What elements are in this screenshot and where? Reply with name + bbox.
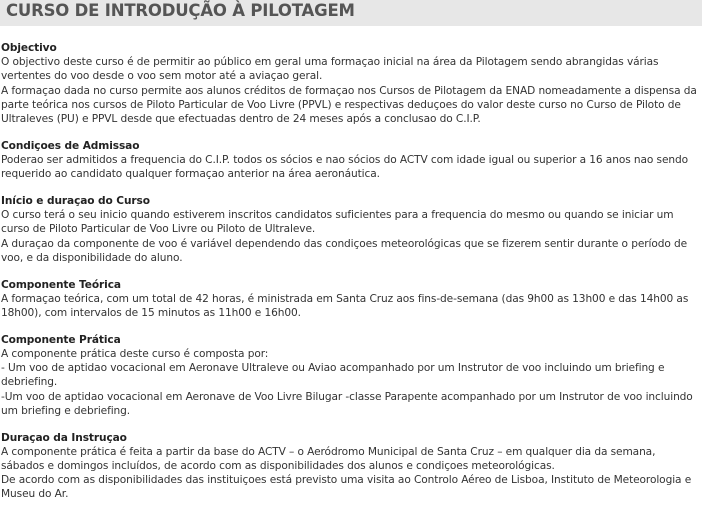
paragraph: -Um voo de aptidao vocacional em Aeronave de Voo Livre Bilugar -classe Parapente acompanhado por um Instrutor de voo incluindo um briefing e debriefing.	[1, 390, 693, 417]
content	[1, 41, 698, 514]
section-condicoes-admissao	[1, 139, 698, 182]
paragraph: O objectivo deste curso é de permitir ao público em geral uma formaçao inicial na área da Pilotagem sendo abrangidas várias vertentes do voo desde o voo sem motor até a aviaçao geral.	[1, 56, 659, 83]
section-inicio-duracao	[1, 194, 698, 265]
section-componente-teorica	[1, 278, 698, 321]
paragraph: A formaçao dada no curso permite aos alunos créditos de formaçao nos Cursos de Pilotagem da ENAD nomeadamente a dispensa da parte teórica nos cursos de Piloto Particular de Voo Livre (PPVL) e respectivas deduçoes do valor deste curso no Curso de Piloto de Ultraleves (PU) e PPVL desde que efectuadas dentro de 24 meses após a conclusao do C.I.P.	[1, 84, 697, 126]
page-title: CURSO DE INTRODUÇÃO À PILOTAGEM	[6, 1, 355, 20]
section-heading: Condiçoes de Admissao	[1, 139, 140, 152]
paragraph: A duraçao da componente de voo é variável dependendo das condiçoes meteorológicas que se fizerem sentir durante o período de voo, e da disponibilidade do aluno.	[1, 237, 688, 264]
paragraph: - Um voo de aptidao vocacional em Aeronave Ultraleve ou Aviao acompanhado por um Instrutor de voo incluindo um briefing e debriefing.	[1, 362, 665, 389]
section-heading: Componente Teórica	[1, 278, 121, 291]
section-heading: Componente Prática	[1, 333, 121, 346]
paragraph: O curso terá o seu inicio quando estiverem inscritos candidatos suficientes para a frequencia do mesmo ou quando se iniciar um curso de Piloto Particular de Voo Livre ou Piloto de Ultraleve.	[1, 209, 674, 236]
section-heading: Objectivo	[1, 42, 57, 54]
paragraph: A formaçao teórica, com um total de 42 horas, é ministrada em Santa Cruz aos fins-de-semana (das 9h00 as 13h00 e das 14h00 as 18h00), com intervalos de 15 minutos as 11h00 e 16h00.	[1, 292, 689, 320]
title-bar	[0, 0, 702, 26]
section-componente-pratica	[1, 333, 698, 418]
section-heading: Início e duraçao do Curso	[1, 195, 150, 208]
section-duracao-instrucao	[1, 431, 698, 502]
section-objectivo	[1, 41, 698, 126]
paragraph: A componente prática deste curso é composta por:	[1, 348, 269, 361]
paragraph: De acordo com as disponibilidades das instituiçoes está previsto uma visita ao Controlo Aéreo de Lisboa, Instituto de Meteorologia e Museu do Ar.	[1, 474, 692, 501]
section-heading: Duraçao da Instruçao	[1, 431, 127, 444]
paragraph: Poderao ser admitidos a frequencia do C.I.P. todos os sócios e nao sócios do ACTV com idade igual ou superior a 16 anos nao sendo requerido ao candidato qualquer formaçao anterior na área aeronáutica.	[1, 154, 688, 181]
paragraph: A componente prática é feita a partir da base do ACTV – o Aeródromo Municipal de Santa Cruz – em qualquer dia da semana, sábados e domingos incluídos, de acordo com as disponibilidades dos alunos e condiçoes meteorológicas.	[1, 445, 656, 473]
